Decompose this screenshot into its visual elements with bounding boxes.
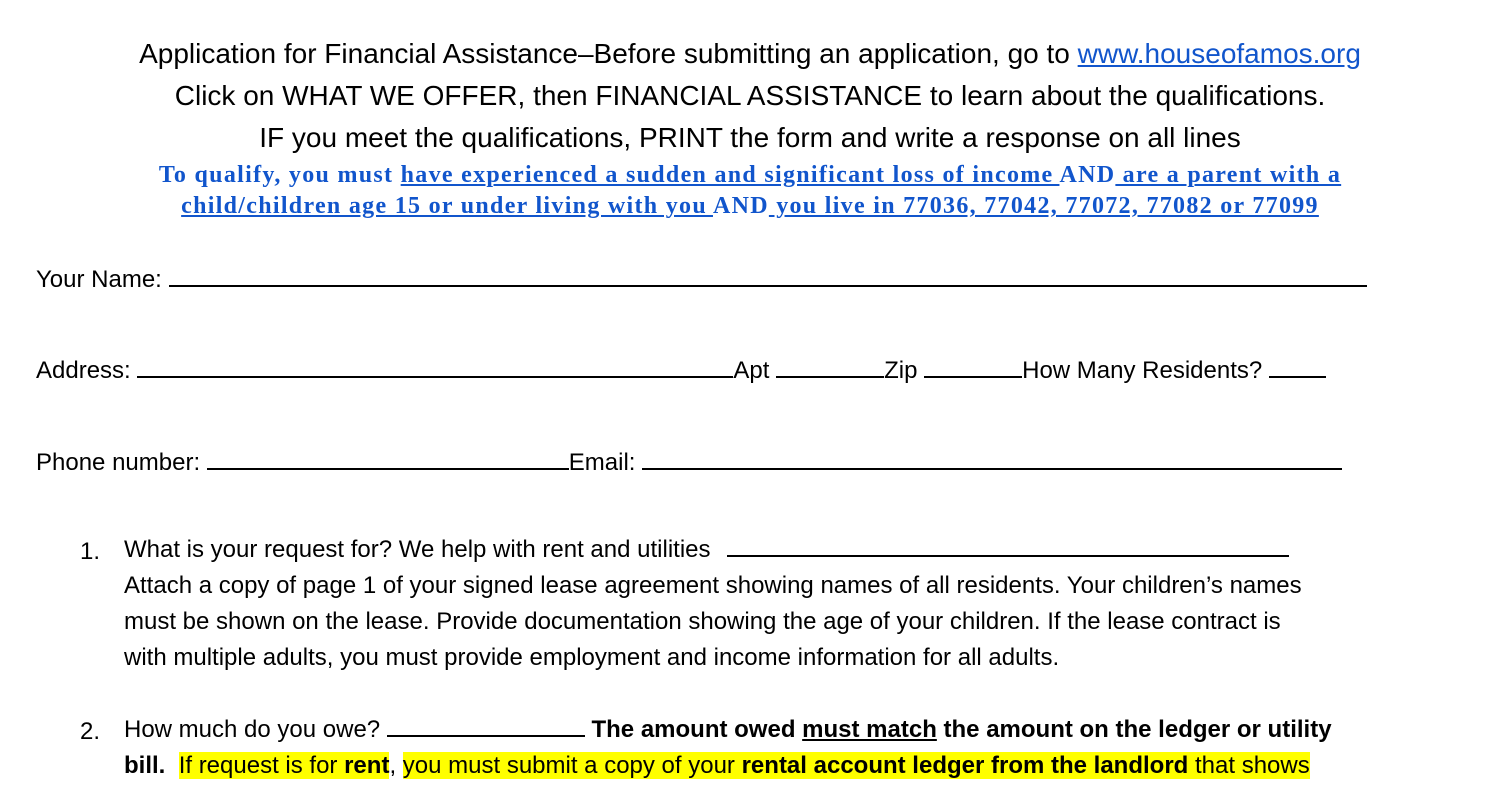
email-label: Email: bbox=[568, 449, 636, 476]
ledger-text: rental account ledger from the landlord bbox=[741, 752, 1189, 779]
bill-text: bill. bbox=[124, 752, 166, 779]
rent-highlight-2 bbox=[403, 752, 1310, 779]
website-link[interactable]: www.houseofamos.org bbox=[1077, 38, 1361, 69]
residents-label: How Many Residents? bbox=[1022, 357, 1263, 384]
apt-field[interactable] bbox=[776, 354, 884, 378]
apt-label: Apt bbox=[733, 357, 770, 384]
name-row bbox=[36, 263, 1367, 294]
question-2-line-2 bbox=[124, 748, 1454, 784]
phone-field[interactable] bbox=[207, 446, 569, 470]
header-line-3: IF you meet the qualifications, PRINT the form and write a response on all lines bbox=[259, 122, 1241, 153]
question-2-number: 2. bbox=[80, 718, 101, 745]
header-line-2: Click on WHAT WE OFFER, then FINANCIAL ASSISTANCE to learn about the qualifications. bbox=[174, 80, 1326, 111]
question-1 bbox=[124, 532, 1454, 676]
qualify-zipcodes: you live in 77036, 77042, 77072, 77082 or 77099 bbox=[768, 193, 1319, 219]
submit-copy-text: you must submit a copy of your bbox=[402, 752, 742, 779]
amount-note-2: the amount on the ledger or utility bbox=[936, 716, 1332, 743]
zip-label: Zip bbox=[884, 357, 918, 384]
question-2 bbox=[124, 712, 1454, 784]
qualify-parent: are a parent with a bbox=[1115, 162, 1342, 188]
rent-request-text: If request is for bbox=[178, 752, 345, 779]
qualify-and-1: AND bbox=[1059, 162, 1116, 188]
amount-owed-field[interactable] bbox=[387, 713, 585, 737]
question-1-line-4: with multiple adults, you must provide employment and income information for all adults. bbox=[124, 644, 1060, 671]
question-1-line-1 bbox=[124, 532, 1454, 568]
qualify-income-loss: have experienced a sudden and significant loss of income bbox=[400, 162, 1060, 188]
question-2-text: How much do you owe? bbox=[124, 716, 381, 743]
question-1-number: 1. bbox=[80, 538, 101, 565]
rent-highlight-1 bbox=[179, 752, 390, 779]
contact-row bbox=[36, 446, 1342, 477]
that-shows-text: that shows bbox=[1188, 752, 1310, 779]
question-1-line-3: must be shown on the lease. Provide documentation showing the age of your children. If the lease contract is bbox=[124, 608, 1281, 635]
comma: , bbox=[389, 752, 403, 779]
qualify-line-2 bbox=[0, 193, 1500, 220]
qualify-and-2: AND bbox=[712, 193, 769, 219]
question-1-line-2: Attach a copy of page 1 of your signed lease agreement showing names of all residents. Your children’s names bbox=[124, 572, 1302, 599]
phone-label: Phone number: bbox=[36, 449, 201, 476]
question-1-text: What is your request for? We help with rent and utilities bbox=[124, 536, 711, 563]
name-field[interactable] bbox=[169, 263, 1367, 287]
header-intro-text: Application for Financial Assistance–Before submitting an application, go to bbox=[139, 38, 1078, 69]
qualify-children: child/children age 15 or under living with you bbox=[181, 193, 713, 219]
name-label: Your Name: bbox=[36, 266, 162, 293]
address-field[interactable] bbox=[137, 354, 733, 378]
amount-note-must-match: must match bbox=[802, 716, 937, 743]
email-field[interactable] bbox=[642, 446, 1342, 470]
header-line-1 bbox=[0, 38, 1500, 70]
qualify-line-1 bbox=[0, 162, 1500, 189]
residents-field[interactable] bbox=[1269, 354, 1326, 378]
rent-word: rent bbox=[344, 752, 390, 779]
address-row bbox=[36, 354, 1326, 385]
request-field[interactable] bbox=[727, 533, 1289, 557]
qualify-intro: To qualify, you must bbox=[158, 162, 401, 188]
question-2-line-1 bbox=[124, 712, 1454, 748]
amount-note-1: The amount owed bbox=[591, 716, 803, 743]
address-label: Address: bbox=[36, 357, 131, 384]
zip-field[interactable] bbox=[924, 354, 1022, 378]
